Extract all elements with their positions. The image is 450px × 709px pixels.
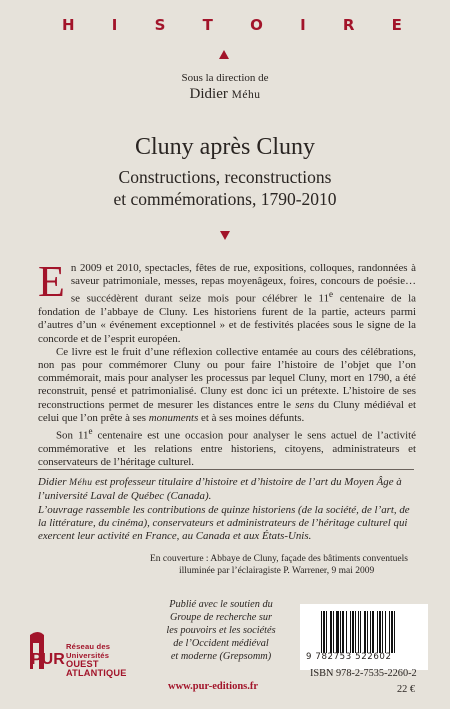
- support-line: Publié avec le soutien du: [169, 599, 273, 610]
- publisher-name-line: Réseau des Universités: [66, 642, 111, 660]
- series-letter: T: [202, 16, 213, 34]
- superscript: e: [329, 289, 334, 300]
- support-line: de l’Occident médiéval: [173, 638, 269, 649]
- publisher-name-line: OUEST ATLANTIQUE: [66, 659, 127, 678]
- editor-first-name: Didier: [189, 86, 228, 102]
- series-letter: H: [62, 16, 75, 34]
- price: 22 €: [397, 684, 416, 695]
- author-bio: [38, 476, 418, 543]
- bio-name: Méhu: [69, 478, 93, 488]
- subtitle-line: Constructions, reconstructions: [118, 167, 332, 187]
- bio-paragraph: L’ouvrage rassemble les contributions de quinze historiens (de la société, de l’art, de la littérature, du cinéma), conservateurs et administrateurs de l’héritage culturel qui exercent leur activité en France, au Canada et aux États-Unis.: [38, 503, 410, 543]
- bio-paragraph: [38, 476, 418, 504]
- triangle-down-icon: [220, 231, 230, 240]
- blurb: [38, 257, 416, 469]
- isbn: ISBN 978-2-7535-2260-2: [310, 668, 417, 679]
- publisher-logo-letters: PUR: [31, 651, 65, 668]
- series-letter: O: [250, 16, 263, 34]
- blurb-text: n 2009 et 2010, spectacles, fêtes de rue, expositions, colloques, randonnées à saveur patrimoniale, messes, repas moyenâgeux, foires, concours de poésie… se succédèrent durant seize mois pour célébrer le 11: [70, 262, 416, 306]
- blurb-text: et à ses moines défunts.: [201, 411, 305, 424]
- barcode-icon: [320, 611, 425, 653]
- series-letter: E: [391, 16, 402, 34]
- blurb-paragraph: [38, 425, 416, 469]
- cover-credit: [150, 553, 420, 577]
- book-subtitle: [0, 166, 450, 210]
- series-header: [0, 16, 450, 46]
- blurb-text: Son 11: [56, 429, 89, 442]
- publisher-website[interactable]: www.pur-editions.fr: [168, 681, 259, 692]
- superscript: e: [88, 426, 93, 437]
- blurb-text: Ce livre est le fruit d’une réflexion collective entamée au cours des célébrations, non pas pour commémorer Cluny ou pour faire l’histoire de l’objet que l’on commémorait, mais pour analyser les processus par lequel Cluny, mort en 1790, a été reconstruit, pensé et patrimonialisé. Cluny est donc ici un prétexte. L’histoire de ses reconstructions permet de mesurer les distances entre le: [38, 345, 416, 411]
- blurb-text: du Cluny médiéval et celui que l’on prête à ses: [38, 398, 416, 424]
- support-line: Groupe de recherche sur: [169, 612, 273, 623]
- cover-credit-line: illuminée par l’éclairagiste P. Warrener, 9 mai 2009: [179, 566, 375, 576]
- emphasis: monuments: [148, 411, 199, 424]
- triangle-up-icon: [219, 50, 229, 59]
- editor-direction-label: Sous la direction de: [181, 72, 269, 84]
- blurb-paragraph: [38, 346, 416, 425]
- editor-name: [0, 86, 450, 103]
- blurb-text: centenaire est une occasion pour analyser le sens actuel de l’activité commémorative et les relations entre historiens, citoyens, administrateurs et conservateurs de l’héritage culturel.: [38, 429, 416, 469]
- blurb-text: centenaire de la fondation de l’abbaye de Cluny. Les historiens furent de la partie, acteurs parmi d’autres d’un « événement exceptionnel » et de festivités placées sous le signe de la concorde et de l’esprit européen.: [38, 293, 416, 345]
- emphasis: sens: [295, 398, 314, 411]
- support-note: [146, 598, 296, 663]
- series-letter: S: [154, 16, 166, 34]
- series-letter: R: [342, 16, 355, 34]
- series-letter: I: [300, 16, 306, 34]
- bio-text: est professeur titulaire d’histoire et d’histoire de l’art du Moyen Âge à l’université Laval de Québec (Canada).: [38, 476, 402, 503]
- book-title: Cluny après Cluny: [135, 134, 315, 160]
- series-letter: I: [111, 16, 118, 34]
- drop-cap: E: [38, 257, 65, 306]
- ean-number: 9 782753 522602: [306, 652, 392, 662]
- divider: [38, 469, 414, 470]
- blurb-paragraph: [38, 257, 416, 346]
- publisher-name: [66, 643, 146, 677]
- bio-name: Didier: [38, 476, 67, 488]
- subtitle-line: et commémorations, 1790-2010: [113, 189, 337, 209]
- cover-credit-line: En couverture : Abbaye de Cluny, façade des bâtiments conventuels: [150, 554, 408, 564]
- support-line: et moderne (Grepsomm): [170, 651, 272, 662]
- support-line: les pouvoirs et les sociétés: [166, 625, 276, 636]
- editor-last-name: Méhu: [231, 89, 261, 101]
